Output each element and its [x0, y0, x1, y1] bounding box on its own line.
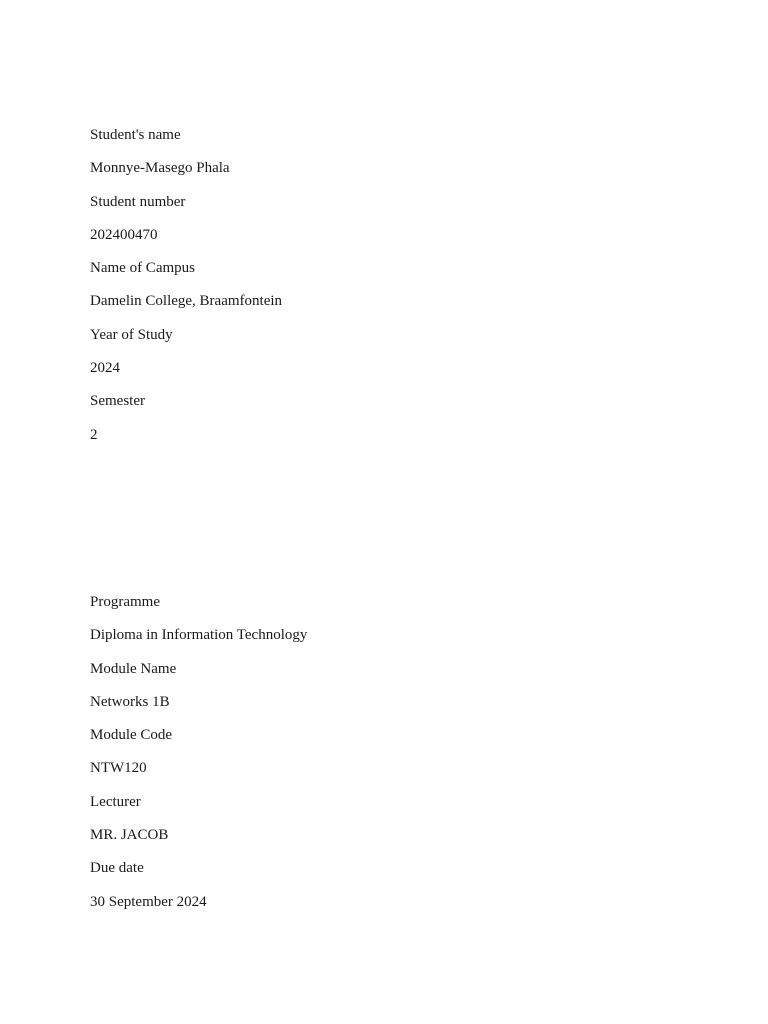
module-details-section	[90, 592, 307, 925]
campus-label: Name of Campus	[90, 260, 195, 277]
lecturer-value: MR. JACOB	[90, 827, 169, 844]
year-of-study-value: 2024	[90, 360, 120, 377]
semester-label: Semester	[90, 393, 145, 410]
due-date-value: 30 September 2024	[90, 893, 207, 910]
module-code-label: Module Code	[90, 727, 173, 744]
student-details-section	[90, 125, 282, 458]
student-name-value: Monnye-Masego Phala	[90, 160, 230, 177]
year-of-study-label: Year of Study	[90, 326, 173, 343]
due-date-label: Due date	[90, 860, 144, 877]
student-number-label: Student number	[90, 193, 186, 210]
campus-value: Damelin College, Braamfontein	[90, 293, 283, 310]
student-number-value: 202400470	[90, 226, 158, 243]
student-name-label: Student's name	[90, 127, 181, 143]
lecturer-label: Lecturer	[90, 793, 141, 810]
module-name-label: Module Name	[90, 660, 177, 677]
programme-label: Programme	[90, 594, 160, 610]
programme-value: Diploma in Information Technology	[90, 627, 308, 644]
module-code-value: NTW120	[90, 760, 147, 777]
module-name-value: Networks 1B	[90, 693, 170, 710]
semester-value: 2	[90, 426, 98, 443]
